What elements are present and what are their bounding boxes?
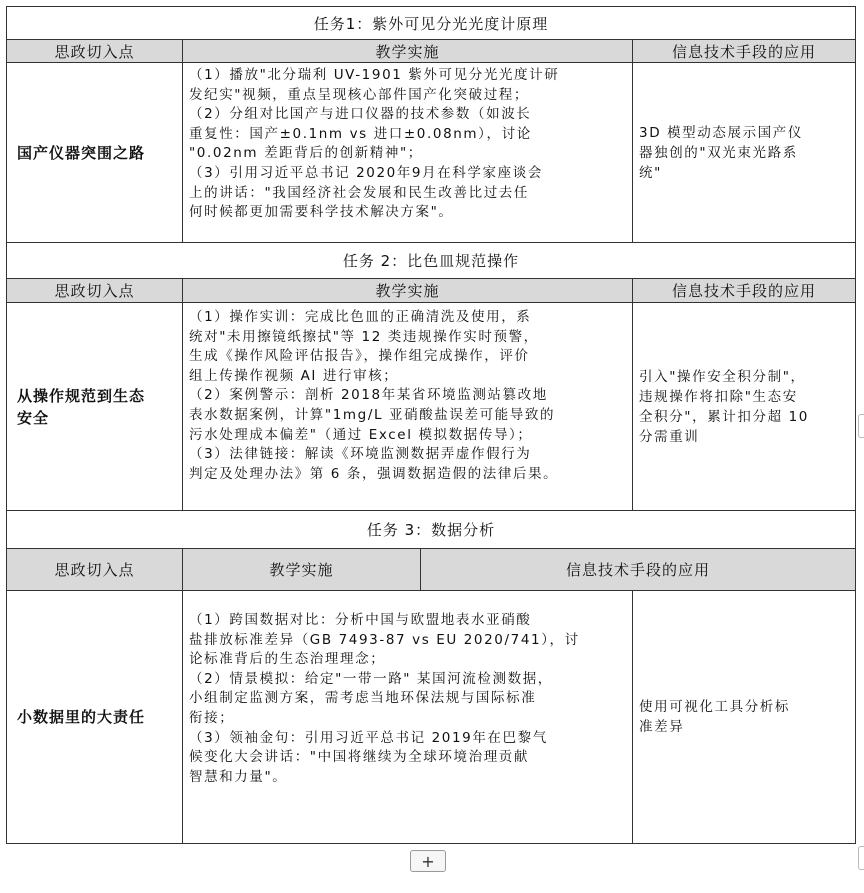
task3-tech (632, 590, 856, 844)
text-line: 衔接； (189, 709, 235, 726)
text-line: 候变化大会讲话："中国将继续为全球环境治理贡献 (189, 749, 530, 766)
task1-title: 任务1：紫外可见分光光度计原理 (6, 6, 856, 40)
text-line: （3）领袖金句：引用习近平总书记 2019年在巴黎气 (189, 729, 548, 746)
text-line: 重复性：国产±0.1nm vs 进口±0.08nm），讨论 (189, 125, 532, 142)
task3-header-tech: 信息技术手段的应用 (420, 548, 856, 591)
add-row-button[interactable]: + (410, 850, 446, 872)
text-line: （1）操作实训：完成比色皿的正确清洗及使用，系 (189, 309, 532, 325)
task3-implementation (182, 590, 633, 844)
task1-implementation (182, 62, 633, 243)
task3-entry-point: 小数据里的大责任 (6, 590, 183, 844)
task1-tech (632, 62, 856, 243)
text-line: （2）分组对比国产与进口仪器的技术参数（如波长 (189, 106, 532, 123)
text-line: 盐排放标准差异（GB 7493-87 vs EU 2020/741），讨 (189, 631, 580, 648)
task2-entry-point (6, 302, 183, 511)
text-line: 论标准背后的生态治理理念； (189, 651, 386, 668)
text-line: 3D 模型动态展示国产仪 (639, 124, 803, 141)
text-line: 生成《操作风险评估报告》，操作组完成操作，评价 (189, 348, 530, 365)
text-line: 组上传操作视频 AI 进行审核； (189, 367, 399, 384)
text-line: （1）跨国数据对比：分析中国与欧盟地表水亚硝酸 (189, 612, 532, 628)
task1-header-implementation: 教学实施 (182, 39, 633, 63)
resize-handle[interactable] (858, 414, 864, 438)
text-line: （3）法律链接：解读《环境监测数据弄虚作假行为 (189, 446, 532, 463)
task2-header-entry-point: 思政切入点 (6, 278, 183, 303)
text-line: 发纪实"视频，重点呈现核心部件国产化突破过程； (189, 86, 530, 103)
text-line: 从操作规范到生态 (17, 386, 146, 405)
text-line: 使用可视化工具分析标 (639, 699, 790, 715)
text-line: （2）情景模拟：给定"一带一路" 某国河流检测数据， (189, 670, 553, 687)
task1-header-tech: 信息技术手段的应用 (632, 39, 856, 63)
text-line: （3）引用习近平总书记 2020年9月在科学家座谈会 (189, 164, 543, 181)
text-line: （2）案例警示：剖析 2018年某省环境监测站篡改地 (189, 387, 548, 404)
task2-tech (632, 302, 856, 511)
task2-header-implementation: 教学实施 (182, 278, 633, 303)
task2-header-tech: 信息技术手段的应用 (632, 278, 856, 303)
task3-header-entry-point: 思政切入点 (6, 548, 183, 591)
text-line: 统" (639, 164, 662, 181)
task3-header-implementation: 教学实施 (182, 548, 421, 591)
text-line: 全积分"，累计扣分超 10 (639, 408, 809, 425)
text-line: 上的讲话："我国经济社会发展和民生改善比过去任 (189, 184, 530, 201)
text-line: 违规操作将扣除"生态安 (639, 388, 798, 405)
text-line: 引入"操作安全积分制"， (639, 368, 806, 385)
text-line: （1）播放"北分瑞利 UV-1901 紫外可见分光光度计研 (189, 67, 560, 83)
text-line: 智慧和力量"。 (189, 768, 288, 785)
text-line: 器独创的"双光束光路系 (639, 144, 798, 161)
task2-title: 任务 2：比色皿规范操作 (6, 242, 856, 279)
task2-implementation (182, 302, 633, 511)
text-line: 准差异 (639, 719, 685, 735)
text-line: 小组制定监测方案，需考虑当地环保法规与国际标准 (189, 690, 537, 707)
resize-handle[interactable] (858, 846, 864, 870)
task1-entry-point: 国产仪器突围之路 (6, 62, 183, 243)
text-line: 污水处理成本偏差"（通过 Excel 模拟数据传导）； (189, 426, 533, 443)
text-line: 分需重训 (639, 428, 700, 445)
task1-header-entry-point: 思政切入点 (6, 39, 183, 63)
text-line: 何时候都更加需要科学技术解决方案"。 (189, 204, 454, 221)
text-line: 判定及处理办法》第 6 条，强调数据造假的法律后果。 (189, 465, 559, 482)
text-line: 表水数据案例，计算"1mg/L 亚硝酸盐误差可能导致的 (189, 406, 556, 423)
text-line: 统对"未用擦镜纸擦拭"等 12 类违规操作实时预警， (189, 328, 539, 345)
text-line: 安全 (17, 408, 50, 427)
task3-title: 任务 3：数据分析 (6, 510, 856, 549)
text-line: "0.02nm 差距背后的创新精神"； (189, 145, 423, 162)
